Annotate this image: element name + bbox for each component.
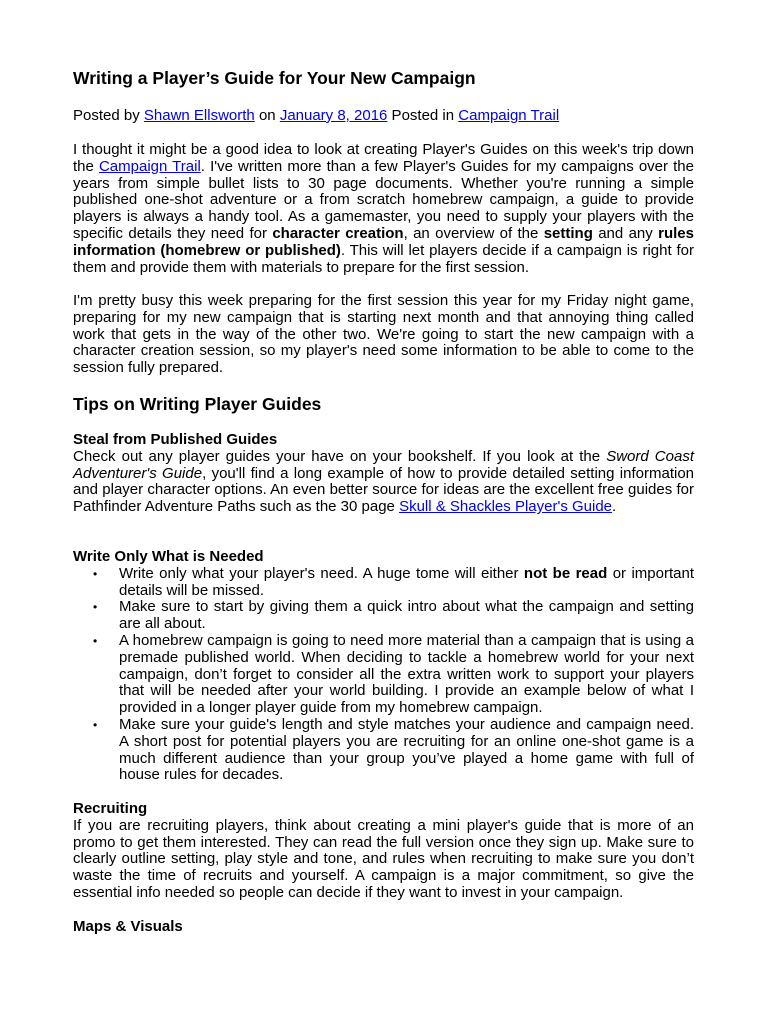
bullet-icon: •	[93, 633, 98, 648]
list-item	[73, 717, 694, 784]
text-run: Make sure your guide's length and style matches your audience and campaign need. A short post for potential players you are recruiting for an online one-shot game is a much different audience than your group you’ve played a home game with full of house rules for decades.	[119, 715, 694, 784]
tips-heading: Tips on Writing Player Guides	[73, 394, 322, 414]
text-run: I thought it might be a good idea to look at creating Player's Guides on this week's trip down the	[73, 141, 694, 175]
text-run: Check out any player guides your have on your bookshelf. If you look at the	[73, 447, 607, 465]
byline-posted-by: Posted by	[73, 107, 144, 124]
date-link[interactable]: January 8, 2016	[279, 107, 388, 124]
write-only-heading: Write Only What is Needed	[73, 548, 264, 565]
recruiting-heading: Recruiting	[73, 800, 148, 817]
byline-posted-in: Posted in	[387, 107, 459, 124]
text-run: and any	[592, 224, 659, 242]
text-run: . I've written more than a few Player's Guides for my campaigns over the years from simple bullet lists to 30 page documents. Whether you're running a simple published one-shot adventure or a from scratch homebrew campaign, a guide to provide players is always a handy tool. As a gamemaster, you need to supply your players with the specific details they need for	[73, 157, 694, 242]
text-run: , an overview of the	[403, 224, 544, 242]
list-item	[73, 566, 694, 600]
italic-book-title: Sword Coast Adventurer's Guide	[73, 447, 694, 482]
intro-paragraph-2	[73, 293, 694, 377]
list-item	[73, 599, 694, 633]
list-item	[73, 633, 694, 717]
intro-text	[73, 142, 694, 276]
steal-heading: Steal from Published Guides	[73, 431, 278, 448]
bullet-icon: •	[93, 566, 98, 581]
text-run: Write only what your player's need. A huge tome will either	[119, 564, 524, 582]
tips-section	[73, 394, 694, 414]
text-run: .	[612, 498, 617, 516]
bold-not-be-read: not be read	[523, 564, 608, 582]
bold-rules-information: rules information (homebrew or published)	[73, 224, 694, 259]
recruiting-section	[73, 801, 694, 902]
author-link[interactable]: Shawn Ellsworth	[143, 107, 255, 124]
intro-paragraph-1	[73, 142, 694, 276]
bold-character-creation: character creation	[272, 224, 404, 242]
steal-section	[73, 432, 694, 516]
bullet-list	[73, 566, 694, 784]
bold-setting: setting	[543, 224, 593, 242]
maps-heading: Maps & Visuals	[73, 918, 183, 935]
recruiting-text: If you are recruiting players, think about creating a mini player's guide that is more of an promo to get them interested. They can read the full version once they sign up. Make sure to clearly outline setting, play style and tone, and rules when recruiting to make sure you don’t waste the time of recruits and yourself. A campaign is a major commitment, so give the essential info needed so people can decide if they want to invest in your campaign.	[73, 816, 694, 901]
steal-text	[73, 449, 694, 516]
byline-on: on	[254, 107, 280, 124]
text-run: or important details will be missed.	[119, 564, 694, 599]
bullet-icon: •	[93, 717, 98, 732]
write-only-section	[73, 549, 694, 784]
article-title: Writing a Player’s Guide for Your New Campaign	[73, 68, 476, 88]
text-run: A homebrew campaign is going to need more material than a campaign that is using a premade published world. When deciding to tackle a homebrew world for your next campaign, don’t forget to consider all the extra written work to support your players that will be needed after your world building. I provide an example below of what I provided in a longer player guide from my homebrew campaign.	[119, 631, 694, 717]
skull-shackles-guide-link[interactable]: Skull & Shackles Player's Guide	[399, 498, 613, 516]
category-link[interactable]: Campaign Trail	[458, 107, 560, 124]
intro-text-2: I'm pretty busy this week preparing for the first session this year for my Friday night game, preparing for my new campaign that is starting next month and that annoying thing called work that gets in the way of the other two. We're going to start the new campaign with a character creation session, so my player's need some information to be able to come to the session fully prepared.	[73, 292, 694, 377]
bullet-icon: •	[93, 600, 98, 615]
campaign-trail-link[interactable]: Campaign Trail	[98, 157, 201, 175]
maps-section	[73, 919, 694, 936]
text-run: . This will let players decide if a campaign is right for them and provide them with materials to prepare for the first session.	[73, 241, 694, 276]
byline	[73, 107, 559, 124]
text-run: , you'll find a long example of how to provide detailed setting information and player character options. An even better source for ideas are the excellent free guides for Pathfinder Adventure Paths such as the 30 page	[73, 464, 695, 516]
text-run: Make sure to start by giving them a quick intro about what the campaign and setting are all about.	[119, 598, 694, 633]
